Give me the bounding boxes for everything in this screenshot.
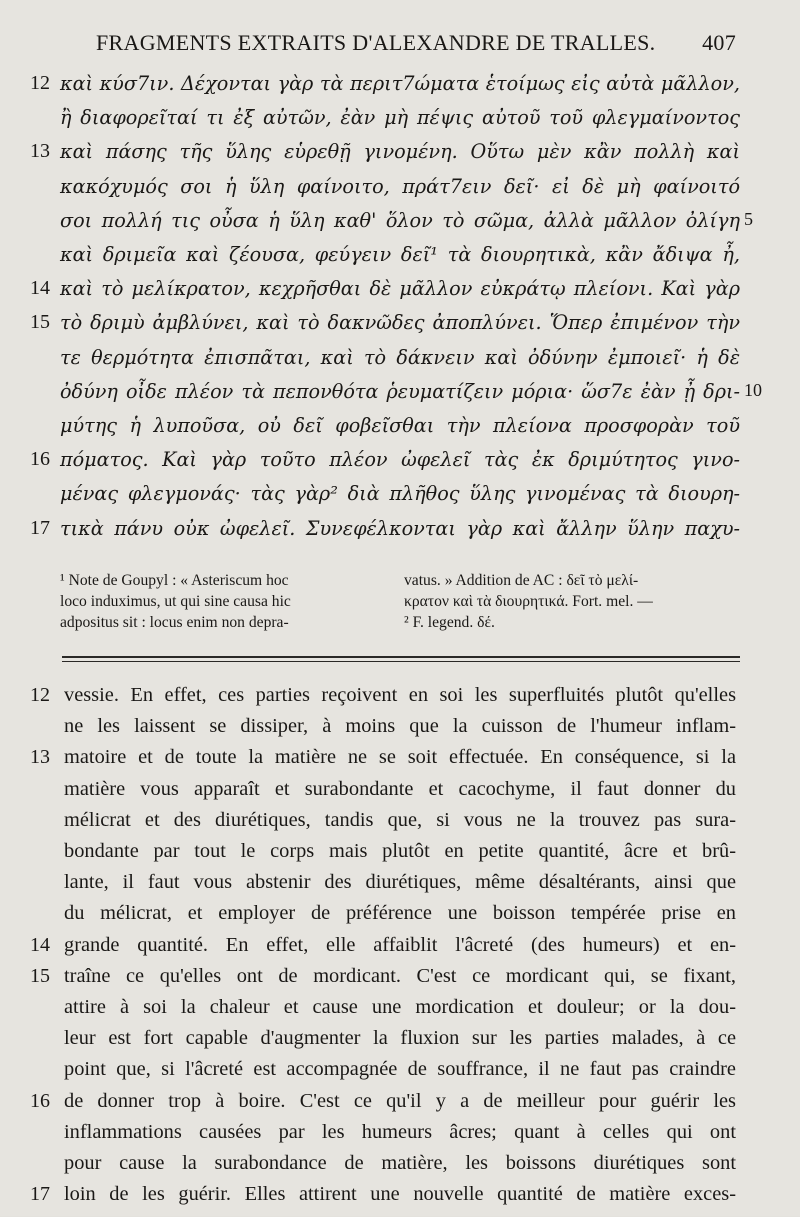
footnote-line: loco induximus, ut qui sine causa hic <box>60 593 291 610</box>
french-line <box>0 1121 800 1155</box>
french-line-text: bondante par tout le corps mais plutôt en petite quantité, âcre et brû- <box>64 840 736 862</box>
french-line <box>0 965 800 999</box>
chapter-number: 16 <box>30 1089 50 1112</box>
greek-line <box>0 448 800 482</box>
footnote-line: ¹ Note de Goupyl : « Asteriscum hoc <box>60 572 289 589</box>
footnote-line: κρατον καὶ τὰ διουρητικά. Fort. mel. — <box>404 593 653 610</box>
french-line <box>0 746 800 780</box>
greek-line-text: μένας φλεγμονάς· τὰς γὰρ² διὰ πλῆθος ὕλης γινομένας τὰ διουρη- <box>60 482 740 506</box>
line-number: 5 <box>744 208 753 229</box>
greek-line <box>0 482 800 516</box>
running-title: FRAGMENTS EXTRAITS D'ALEXANDRE DE TRALLES. <box>96 30 656 55</box>
french-line <box>0 840 800 874</box>
french-line <box>0 1027 800 1061</box>
greek-line <box>0 175 800 209</box>
french-line-text: matoire et de toute la matière ne se soit effectuée. En conséquence, si la <box>64 746 736 769</box>
french-line-text: grande quantité. En effet, elle affaiblit l'âcreté (des humeurs) et en- <box>64 933 736 956</box>
french-line-text: traîne ce qu'elles ont de mordicant. C'est ce mordicant qui, se fixant, <box>64 964 736 987</box>
greek-line-text: καὶ τὸ μελίκρατον, κεχρῆσθαι δὲ μᾶλλον εὐκράτῳ πλείονι. Καὶ γὰρ <box>60 277 740 301</box>
greek-line-text: καὶ κύσ7ιν. Δέχονται γὰρ τὰ περιτ7ώματα ἑτοίμως εἰς αὐτὰ μᾶλλον, <box>60 72 740 95</box>
greek-line-text: σοι πολλή τις οὖσα ἡ ὕλη καθ' ὅλον τὸ σῶμα, ἀλλὰ μᾶλλον ὀλίγη <box>60 208 740 232</box>
greek-line <box>0 346 800 380</box>
line-number: 10 <box>744 379 762 400</box>
french-line-text: mélicrat et des diurétiques, tandis que, si vous ne la trouvez pas sura- <box>64 808 736 831</box>
greek-line <box>0 209 800 243</box>
greek-line <box>0 106 800 140</box>
greek-line <box>0 243 800 277</box>
footnotes-column-right <box>404 570 744 633</box>
chapter-number: 13 <box>30 746 50 769</box>
french-line <box>0 1090 800 1124</box>
french-line-text: lante, il faut vous abstenir des diurétiques, même désaltérants, ainsi que <box>64 871 736 894</box>
french-line-text: pour cause la surabondance de matière, les boissons diurétiques sont <box>64 1152 736 1174</box>
french-line <box>0 778 800 812</box>
french-line-text: point que, si l'âcreté est accompagnée de souffrance, il ne faut pas craindre <box>64 1058 736 1081</box>
greek-line-text: τε θερμότητα ἐπισπᾶται, καὶ τὸ δάκνειν καὶ ὀδύνην ἐμποιεῖ· ἡ δὲ <box>60 345 740 369</box>
french-line-text: matière vous apparaît et surabondante et cacochyme, il faut donner du <box>64 777 736 800</box>
french-line <box>0 809 800 843</box>
french-line <box>0 902 800 936</box>
french-line <box>0 1152 800 1186</box>
greek-line-text: τὸ δριμὺ ἀμβλύνει, καὶ τὸ δακνῶδες ἀποπλύνει. Ὅπερ ἐπιμένον τὴν <box>60 311 740 335</box>
greek-line <box>0 517 800 551</box>
chapter-number: 12 <box>30 72 50 94</box>
greek-line-text: ἢ διαφορεῖταί τι ἐξ αὐτῶν, ἐὰν μὴ πέψις αὐτοῦ τοῦ φλεγμαίνοντος <box>60 106 740 130</box>
greek-line-text: πόματος. Καὶ γὰρ τοῦτο πλέον ὠφελεῖ τὰς ἐκ δριμύτητος γινο- <box>60 448 740 472</box>
separator-rule-top <box>62 656 740 658</box>
chapter-number: 12 <box>30 684 50 706</box>
page-number: 407 <box>702 30 736 55</box>
chapter-number: 15 <box>30 964 50 987</box>
chapter-number: 14 <box>30 933 50 956</box>
french-line-text: ne les laissent se dissiper, à moins que la cuisson de l'humeur inflam- <box>64 715 736 738</box>
french-line-text: de donner trop à boire. C'est ce qu'il y a de meilleur pour guérir les <box>64 1089 736 1112</box>
chapter-number: 15 <box>30 311 50 334</box>
french-line-text: inflammations causées par les humeurs âcres; quant à celles qui ont <box>64 1120 736 1143</box>
french-line-text: du mélicrat, et employer de préférence une boisson tempérée prise en <box>64 902 736 925</box>
french-line <box>0 684 800 718</box>
french-line <box>0 934 800 968</box>
chapter-number: 16 <box>30 448 50 471</box>
greek-line <box>0 277 800 311</box>
greek-line-text: καὶ πάσης τῆς ὕλης εὑρεθῇ γινομένη. Οὕτω μὲν κἂν πολλὴ καὶ <box>60 140 740 164</box>
french-line-text: leur est fort capable d'augmenter la fluxion sur les parties malades, à ce <box>64 1027 736 1050</box>
footnote-line: adpositus sit : locus enim non depra- <box>60 614 289 631</box>
chapter-number: 13 <box>30 140 50 163</box>
greek-line-text: ὀδύνη οἶδε πλέον τὰ πεπονθότα ῥευματίζειν μόρια· ὥσ7ε ἐὰν ᾖ δρι- <box>60 379 740 403</box>
greek-line-text: τικὰ πάνυ οὐκ ὠφελεῖ. Συνεφέλκονται γὰρ καὶ ἄλλην ὕλην παχυ- <box>60 516 740 540</box>
french-line <box>0 1058 800 1092</box>
footnote-line: ² F. legend. δέ. <box>404 614 495 631</box>
footnotes-column-left <box>60 570 392 633</box>
french-line-text: vessie. En effet, ces parties reçoivent en soi les superfluités plutôt qu'elles <box>64 684 736 706</box>
greek-line-text: καὶ δριμεῖα καὶ ζέουσα, φεύγειν δεῖ¹ τὰ διουρητικὰ, κἂν ἄδιψα ἦ, <box>60 243 740 266</box>
greek-line-text: μύτης ἡ λυποῦσα, οὐ δεῖ φοβεῖσθαι τὴν πλείονα προσφορὰν τοῦ <box>60 414 740 437</box>
greek-line <box>0 311 800 345</box>
chapter-number: 17 <box>30 516 50 539</box>
footnote-line: vatus. » Addition de AC : δεῖ τὸ μελί- <box>404 572 639 589</box>
greek-line <box>0 72 800 106</box>
french-line-text: attire à soi la chaleur et cause une mordication et douleur; or la dou- <box>64 996 736 1018</box>
french-line-text: loin de les guérir. Elles attirent une nouvelle quantité de matière exces- <box>64 1183 736 1206</box>
french-line <box>0 1183 800 1217</box>
greek-line <box>0 414 800 448</box>
french-line <box>0 715 800 749</box>
separator-rule-bottom <box>62 661 740 662</box>
greek-line-text: κακόχυμός σοι ἡ ὕλη φαίνοιτο, πράτ7ειν δεῖ· εἰ δὲ μὴ φαίνοιτό <box>60 174 740 198</box>
french-line <box>0 996 800 1030</box>
greek-line <box>0 380 800 414</box>
chapter-number: 14 <box>30 277 50 300</box>
chapter-number: 17 <box>30 1183 50 1206</box>
greek-line <box>0 140 800 174</box>
french-line <box>0 871 800 905</box>
